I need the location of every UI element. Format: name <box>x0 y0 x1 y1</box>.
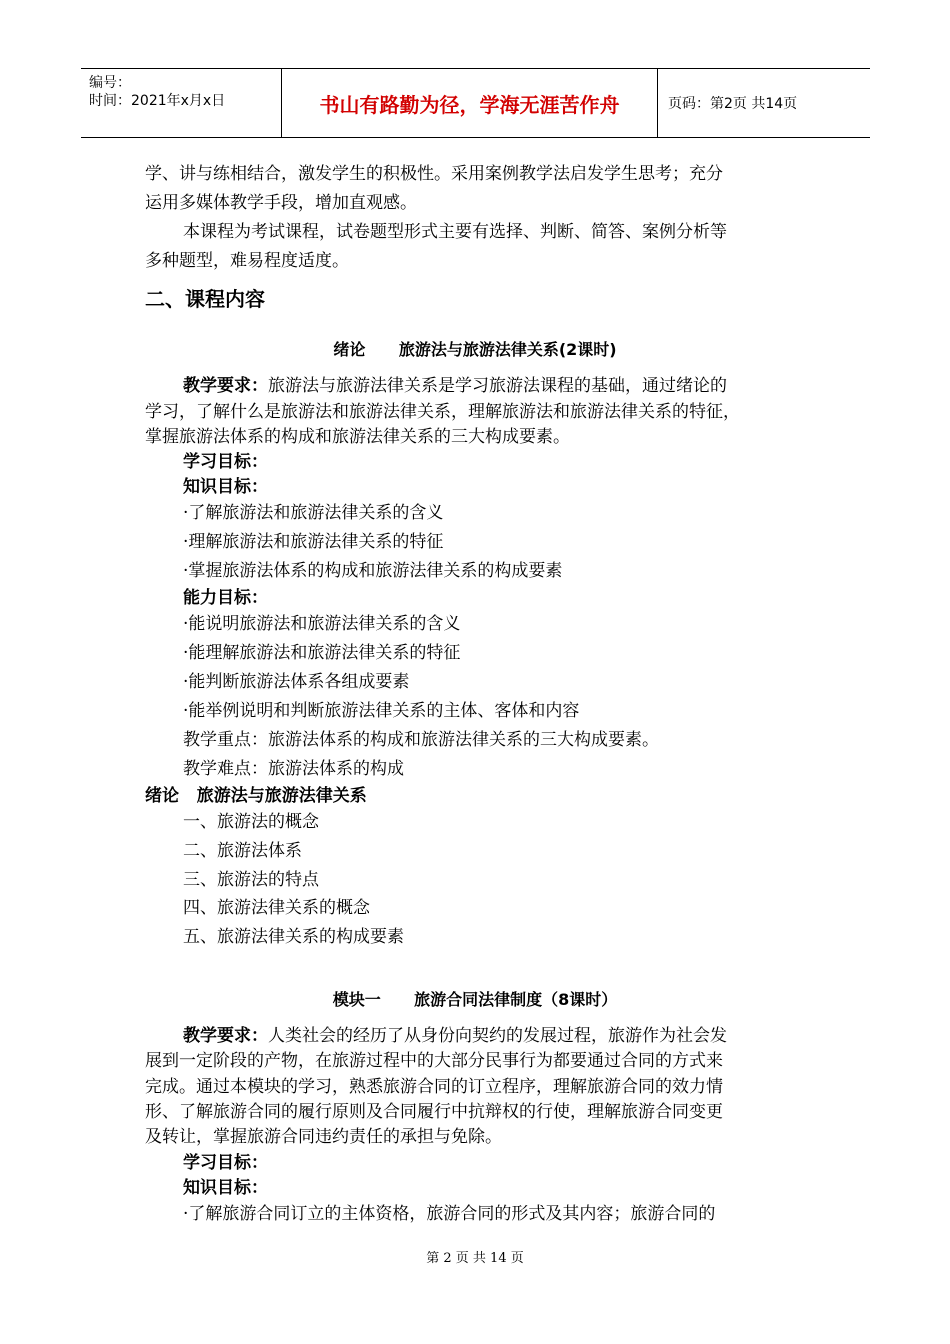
learning-goals-label: 学习目标： <box>183 452 268 472</box>
paragraph-line: 本课程为考试课程，试卷题型形式主要有选择、判断、简答、案例分析等 <box>183 222 727 242</box>
header-meta-cell <box>81 69 282 137</box>
ability-item: ·能判断旅游法体系各组成要素 <box>183 672 410 692</box>
header-page-cell <box>658 69 870 137</box>
outline-item: 二、旅游法体系 <box>183 841 302 861</box>
requirement-label: 教学要求： <box>183 1026 268 1046</box>
module1-requirement-line: 形、了解旅游合同的履行原则及合同履行中抗辩权的行使，理解旅游合同变更 <box>145 1102 723 1122</box>
knowledge-goals-label: 知识目标： <box>183 477 268 497</box>
learning-goals-label: 学习目标： <box>183 1153 268 1173</box>
ability-item: ·能理解旅游法和旅游法律关系的特征 <box>183 643 461 663</box>
outline-item: 五、旅游法律关系的构成要素 <box>183 927 404 947</box>
module1-requirement-line: 及转让，掌握旅游合同违约责任的承担与免除。 <box>145 1127 502 1147</box>
outline-item: 四、旅游法律关系的概念 <box>183 898 370 918</box>
paragraph-line: 运用多媒体教学手段，增加直观感。 <box>145 193 417 213</box>
paragraph-line: 学、讲与练相结合，激发学生的积极性。采用案例教学法启发学生思考；充分 <box>145 164 723 184</box>
ability-goals-label: 能力目标： <box>183 588 268 608</box>
knowledge-item: ·掌握旅游法体系的构成和旅游法律关系的构成要素 <box>183 561 563 581</box>
document-date: 时间：2021年x月x日 <box>89 93 226 109</box>
module1-requirement-line <box>183 1026 727 1046</box>
outline-item: 三、旅游法的特点 <box>183 870 319 890</box>
requirement-text: 旅游法与旅游法律关系是学习旅游法课程的基础，通过绪论的 <box>268 376 727 396</box>
knowledge-goals-label: 知识目标： <box>183 1178 268 1198</box>
intro-chapter-title: 绪论 旅游法与旅游法律关系(2课时) <box>333 340 617 359</box>
intro-requirement-line <box>183 376 727 396</box>
intro-requirement-line: 掌握旅游法体系的构成和旅游法律关系的三大构成要素。 <box>145 427 570 447</box>
module1-requirement-line: 展到一定阶段的产物，在旅游过程中的大部分民事行为都要通过合同的方式来 <box>145 1051 723 1071</box>
module1-requirement-line: 完成。通过本模块的学习，熟悉旅游合同的订立程序，理解旅游合同的效力情 <box>145 1077 723 1097</box>
intro-requirement-line: 学习，了解什么是旅游法和旅游法律关系，理解旅游法和旅游法律关系的特征， <box>145 402 740 422</box>
header-table <box>81 68 870 138</box>
outline-title: 绪论 旅游法与旅游法律关系 <box>145 786 367 806</box>
header-motto-cell <box>282 69 658 137</box>
page-footer: 第 2 页 共 14 页 <box>426 1251 524 1266</box>
teaching-difficulty: 教学难点：旅游法体系的构成 <box>183 759 404 779</box>
section-heading: 二、课程内容 <box>145 287 265 311</box>
knowledge-item: ·了解旅游合同订立的主体资格，旅游合同的形式及其内容；旅游合同的 <box>183 1204 716 1224</box>
document-number-label: 编号： <box>89 75 131 91</box>
knowledge-item: ·理解旅游法和旅游法律关系的特征 <box>183 532 444 552</box>
header-page-info: 页码：第2页 共14页 <box>668 96 798 112</box>
requirement-label: 教学要求： <box>183 376 268 396</box>
outline-item: 一、旅游法的概念 <box>183 812 319 832</box>
teaching-key-point: 教学重点：旅游法体系的构成和旅游法律关系的三大构成要素。 <box>183 730 659 750</box>
module1-title: 模块一 旅游合同法律制度（8课时） <box>332 990 618 1009</box>
ability-item: ·能说明旅游法和旅游法律关系的含义 <box>183 614 461 634</box>
header-motto: 书山有路勤为径，学海无涯苦作舟 <box>319 92 620 117</box>
paragraph-line: 多种题型，难易程度适度。 <box>145 251 349 271</box>
requirement-text: 人类社会的经历了从身份向契约的发展过程，旅游作为社会发 <box>268 1026 727 1046</box>
knowledge-item: ·了解旅游法和旅游法律关系的含义 <box>183 503 444 523</box>
ability-item: ·能举例说明和判断旅游法律关系的主体、客体和内容 <box>183 701 580 721</box>
